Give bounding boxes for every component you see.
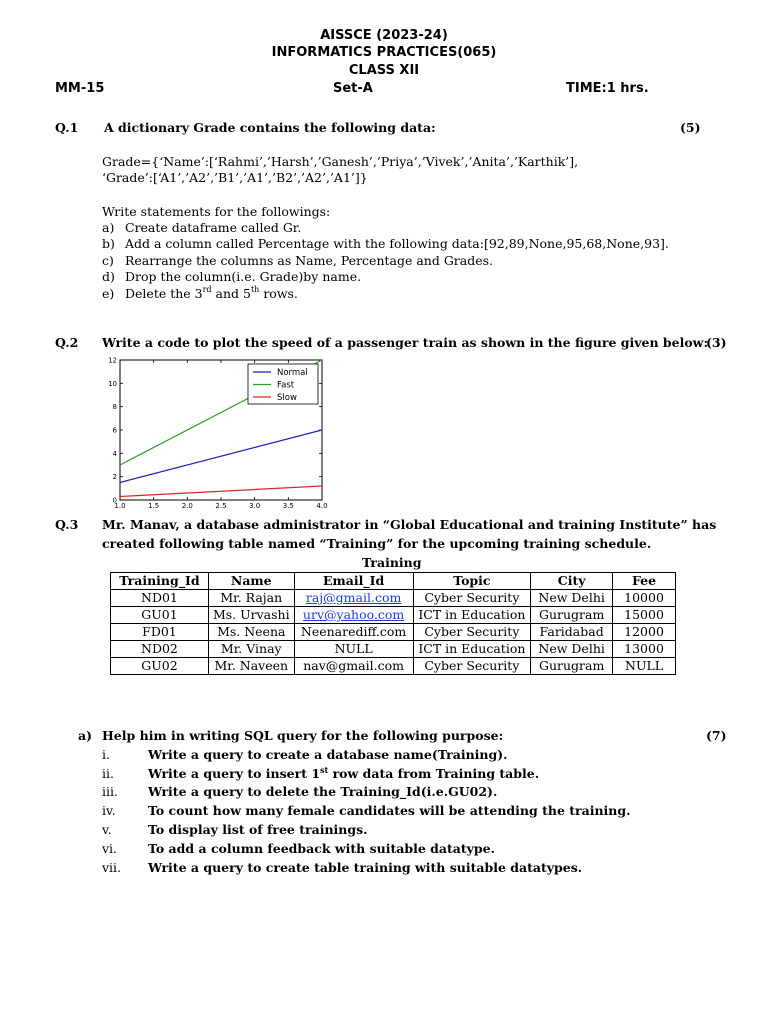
q1-item-label: b) <box>102 236 115 251</box>
table-row <box>111 590 676 607</box>
table-row <box>111 641 676 658</box>
item-text: To count how many female candidates will be attending the training. <box>148 803 631 818</box>
table-cell: Cyber Security <box>413 590 531 607</box>
exam-title: AISSCE (2023-24) <box>320 28 448 43</box>
table-cell: GU02 <box>111 658 209 675</box>
legend-label: Slow <box>277 393 297 403</box>
q3-text-line1: Mr. Manav, a database administrator in “Global Educational and training Institute” has <box>102 517 717 532</box>
part-a-text: Help him in writing SQL query for the following purpose: <box>102 728 504 743</box>
item-text: Write a query to insert 1st row data from Training table. <box>148 765 540 781</box>
item-label: iv. <box>102 803 116 818</box>
column-header: Training_Id <box>111 573 209 590</box>
column-header: Email_Id <box>294 573 413 590</box>
q1-text: A dictionary Grade contains the following data: <box>104 120 436 135</box>
table-row <box>111 607 676 624</box>
table-cell: Faridabad <box>531 624 613 641</box>
x-tick-label: 3.0 <box>249 502 261 510</box>
item-text: Write a query to delete the Training_Id(i.e.GU02). <box>148 784 498 799</box>
table-header-row <box>111 573 676 590</box>
class-title: CLASS XII <box>348 63 420 78</box>
table-cell: Cyber Security <box>413 658 531 675</box>
q1-item-text: Rearrange the columns as Name, Percentage and Grades. <box>125 253 494 268</box>
table-cell: Gurugram <box>531 658 613 675</box>
column-header: Fee <box>613 573 676 590</box>
table-cell: GU01 <box>111 607 209 624</box>
q1-data-line1: Grade={‘Name’:[‘Rahmi’,’Harsh’,’Ganesh’,’Priya’,’Vivek’,’Anita’,’Karthik’], <box>102 154 579 169</box>
max-marks: MM-15 <box>55 81 105 96</box>
table-cell: 15000 <box>613 607 676 624</box>
column-header: Name <box>208 573 294 590</box>
time-label: TIME:1 hrs. <box>566 81 649 96</box>
email-link[interactable]: raj@gmail.com <box>305 590 402 605</box>
table-cell: ICT in Education <box>413 641 531 658</box>
set-label: Set-A <box>333 81 373 96</box>
table-cell: Ms. Neena <box>208 624 294 641</box>
q1-instruction: Write statements for the followings: <box>102 204 331 219</box>
series-line-normal <box>120 430 322 483</box>
q1-item-label: d) <box>102 269 115 284</box>
table-cell: Mr. Rajan <box>208 590 294 607</box>
q1-marks: (5) <box>680 120 701 135</box>
q2-marks: (3) <box>706 335 727 350</box>
q1-item-text: Drop the column(i.e. Grade)by name. <box>125 269 362 284</box>
q1-item-label: c) <box>102 253 114 268</box>
email-link[interactable]: urv@yahoo.com <box>302 607 405 622</box>
item-text: Write a query to create table training with suitable datatypes. <box>148 860 583 875</box>
table-cell: Mr. Vinay <box>208 641 294 658</box>
y-tick-label: 0 <box>112 496 117 505</box>
y-tick-label: 2 <box>112 473 117 482</box>
item-label: iii. <box>102 784 118 799</box>
x-tick-label: 4.0 <box>316 502 328 510</box>
part-a-marks: (7) <box>706 728 727 743</box>
table-cell: 13000 <box>613 641 676 658</box>
x-tick-label: 2.5 <box>215 502 227 510</box>
legend-label: Normal <box>277 368 308 378</box>
item-text: To display list of free trainings. <box>148 822 368 837</box>
table-cell: NULL <box>294 641 413 658</box>
table-cell: 12000 <box>613 624 676 641</box>
item-label: i. <box>102 747 110 762</box>
column-header: Topic <box>413 573 531 590</box>
y-tick-label: 4 <box>112 449 117 458</box>
q1-data-line2: ‘Grade’:[‘A1’,’A2’,’B1’,’A1’,’B2’,’A2’,’A1’]} <box>102 170 368 185</box>
table-cell: FD01 <box>111 624 209 641</box>
column-header: City <box>531 573 613 590</box>
subject-title: INFORMATICS PRACTICES(065) <box>271 45 497 60</box>
part-a-label: a) <box>78 728 93 743</box>
x-tick-label: 2.0 <box>181 502 193 510</box>
table-cell <box>294 607 413 624</box>
item-text: Write a query to create a database name(Training). <box>148 747 508 762</box>
table-cell: nav@gmail.com <box>294 658 413 675</box>
table-title: Training <box>362 555 422 570</box>
speed-chart <box>100 355 330 513</box>
training-table <box>110 572 676 675</box>
table-cell: ICT in Education <box>413 607 531 624</box>
q2-number: Q.2 <box>55 335 79 350</box>
y-tick-label: 10 <box>108 379 117 388</box>
table-cell: Gurugram <box>531 607 613 624</box>
item-text: To add a column feedback with suitable datatype. <box>148 841 495 856</box>
item-label: ii. <box>102 766 114 781</box>
x-tick-label: 3.5 <box>282 502 294 510</box>
table-cell: ND01 <box>111 590 209 607</box>
item-label: vi. <box>102 841 118 856</box>
q3-text-line2: created following table named “Training” for the upcoming training schedule. <box>102 536 652 551</box>
legend-label: Fast <box>277 380 295 391</box>
table-cell: Ms. Urvashi <box>208 607 294 624</box>
y-tick-label: 12 <box>108 356 117 365</box>
y-tick-label: 6 <box>112 426 117 435</box>
q1-number: Q.1 <box>55 120 79 135</box>
table-cell: 10000 <box>613 590 676 607</box>
table-cell <box>294 590 413 607</box>
q1-item-e-text: Delete the 3rd and 5th rows. <box>125 285 298 301</box>
y-tick-label: 8 <box>112 403 117 412</box>
table-cell: New Delhi <box>531 590 613 607</box>
table-row <box>111 624 676 641</box>
q1-item-text: Add a column called Percentage with the following data:[92,89,None,95,68,None,93]. <box>125 236 669 251</box>
table-cell: Neenarediff.com <box>294 624 413 641</box>
item-label: vii. <box>102 860 122 875</box>
table-cell: Mr. Naveen <box>208 658 294 675</box>
q3-number: Q.3 <box>55 517 79 532</box>
q2-text: Write a code to plot the speed of a passenger train as shown in the figure given below: <box>102 335 709 350</box>
table-cell: NULL <box>613 658 676 675</box>
q1-item-label: a) <box>102 220 115 235</box>
x-tick-label: 1.0 <box>114 502 126 510</box>
item-label: v. <box>102 822 112 837</box>
table-cell: ND02 <box>111 641 209 658</box>
q1-item-label: e) <box>102 286 115 301</box>
table-row <box>111 658 676 675</box>
q1-item-text: Create dataframe called Gr. <box>125 220 302 235</box>
series-line-slow <box>120 486 322 497</box>
table-cell: New Delhi <box>531 641 613 658</box>
table-cell: Cyber Security <box>413 624 531 641</box>
x-tick-label: 1.5 <box>148 502 160 510</box>
